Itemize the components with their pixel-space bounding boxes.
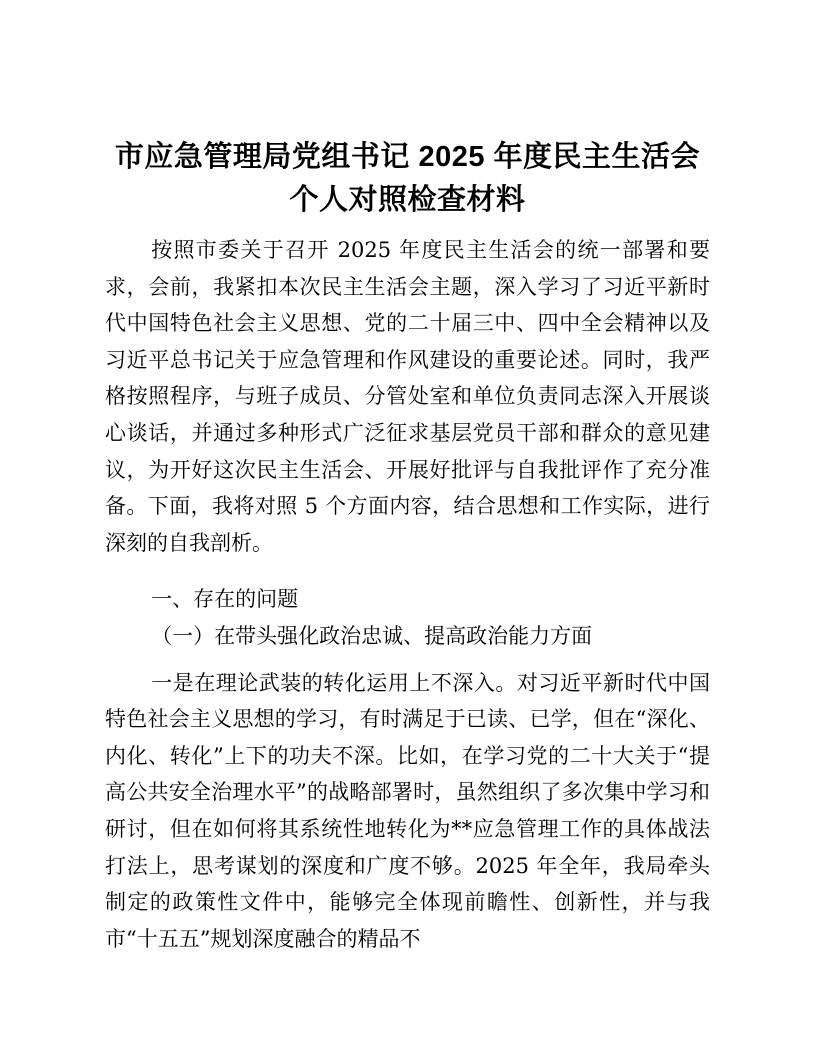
body-paragraph: 一是在理论武装的转化运用上不深入。对习近平新时代中国特色社会主义思想的学习，有时满足于已读、已学，但在“深化、内化、转化”上下的功夫不深。比如，在学习党的二十大关于“提高公共安全治理水平”的战略部署时，虽然组织了多次集中学习和研讨，但在如何将其系统性地转化为**应急管理工作的具体战法打法上，思考谋划的深度和广度不够。2025 年全年，我局牵头制定的政策性文件中，能够完全体现前瞻性、创新性，并与我市“十五五”规划深度融合的精品不 (105, 670, 710, 951)
body-paragraph: 按照市委关于召开 2025 年度民主生活会的统一部署和要求，会前，我紧扣本次民主生活会主题，深入学习了习近平新时代中国特色社会主义思想、党的二十届三中、四中全会精神以及习近平总书记关于应急管理和作风建设的重要论述。同时，我严格按照程序，与班子成员、分管处室和单位负责同志深入开展谈心谈话，并通过多种形式广泛征求基层党员干部和群众的意见建议，为开好这次民主生活会、开展好批评与自我批评作了充分准备。下面，我将对照 5 个方面内容，结合思想和工作实际，进行深刻的自我剖析。 (105, 238, 710, 555)
document-title: 市应急管理局党组书记 2025 年度民主生活会个人对照检查材料 (114, 141, 701, 216)
section-heading-level-1: 一、存在的问题 (151, 587, 299, 612)
document-body (105, 232, 710, 957)
section-heading-level-2: （一）在带头强化政治忠诚、提高政治能力方面 (151, 623, 593, 648)
